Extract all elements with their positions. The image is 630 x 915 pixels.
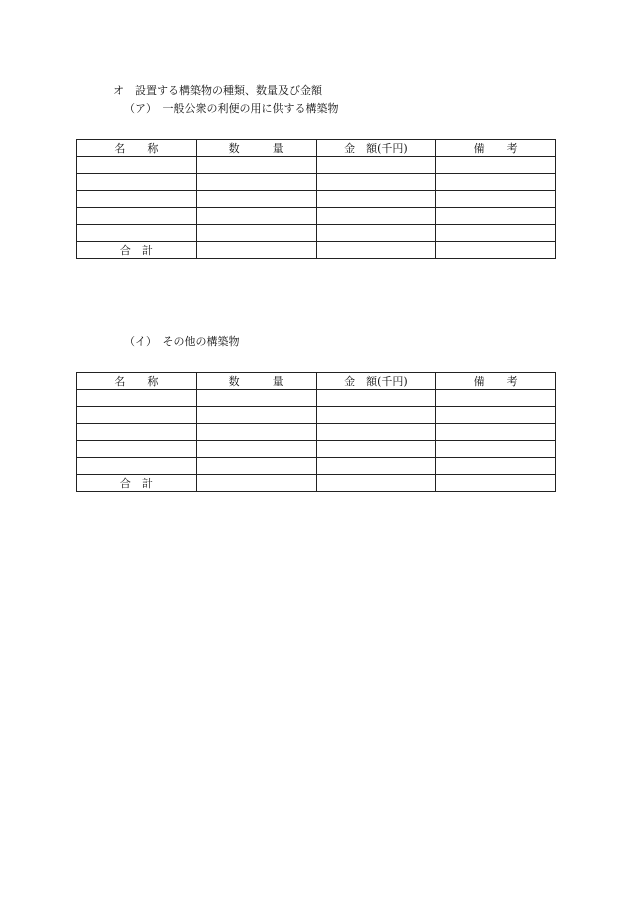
table-cell (316, 475, 436, 492)
table-cell (436, 191, 556, 208)
table-cell (196, 208, 316, 225)
table-cell (316, 208, 436, 225)
subsection-b-title: （イ） その他の構築物 (124, 335, 240, 348)
table-row (77, 424, 556, 441)
column-header-remarks: 備 考 (436, 140, 556, 157)
total-label: 合 計 (77, 242, 197, 259)
column-header-amount: 金 額(千円) (316, 373, 436, 390)
column-header-name: 名 称 (77, 140, 197, 157)
table-row (77, 390, 556, 407)
table-cell (77, 225, 197, 242)
table-cell (196, 390, 316, 407)
structures-other-table (76, 372, 556, 492)
table-row (77, 191, 556, 208)
table-cell (436, 242, 556, 259)
section-heading: オ 設置する構築物の種類、数量及び金額 (113, 84, 322, 97)
table-cell (77, 458, 197, 475)
subsection-a-title: （ア） 一般公衆の利便の用に供する構築物 (124, 102, 339, 115)
structures-public-table (76, 139, 556, 259)
table-cell (316, 407, 436, 424)
table-cell (316, 225, 436, 242)
table-cell (316, 157, 436, 174)
table-cell (436, 475, 556, 492)
table-cell (196, 191, 316, 208)
table-cell (436, 458, 556, 475)
column-header-amount: 金 額(千円) (316, 140, 436, 157)
table-cell (196, 475, 316, 492)
table-cell (316, 191, 436, 208)
table-cell (436, 225, 556, 242)
table-cell (77, 390, 197, 407)
table-header-row (77, 140, 556, 157)
table-total-row (77, 242, 556, 259)
table-header-row (77, 373, 556, 390)
table-cell (196, 242, 316, 259)
table-cell (436, 390, 556, 407)
table-row (77, 407, 556, 424)
table-cell (196, 424, 316, 441)
table-cell (316, 441, 436, 458)
table-cell (77, 191, 197, 208)
column-header-remarks: 備 考 (436, 373, 556, 390)
table-cell (436, 424, 556, 441)
table-cell (316, 424, 436, 441)
table-total-row (77, 475, 556, 492)
table-cell (196, 174, 316, 191)
table-cell (436, 208, 556, 225)
table-cell (436, 407, 556, 424)
table-cell (196, 157, 316, 174)
table-row (77, 208, 556, 225)
table-cell (316, 390, 436, 407)
table-cell (316, 458, 436, 475)
table-cell (436, 157, 556, 174)
column-header-quantity: 数 量 (196, 140, 316, 157)
table-cell (77, 407, 197, 424)
table-row (77, 441, 556, 458)
table-cell (196, 458, 316, 475)
table-cell (77, 157, 197, 174)
table-row (77, 458, 556, 475)
table-cell (316, 174, 436, 191)
table-cell (436, 441, 556, 458)
table-cell (316, 242, 436, 259)
table-cell (196, 441, 316, 458)
table-cell (436, 174, 556, 191)
table-cell (77, 174, 197, 191)
table-row (77, 157, 556, 174)
table-cell (77, 441, 197, 458)
table-cell (77, 208, 197, 225)
table-cell (77, 424, 197, 441)
total-label: 合 計 (77, 475, 197, 492)
column-header-name: 名 称 (77, 373, 197, 390)
table-cell (196, 225, 316, 242)
column-header-quantity: 数 量 (196, 373, 316, 390)
table-row (77, 174, 556, 191)
table-cell (196, 407, 316, 424)
table-row (77, 225, 556, 242)
